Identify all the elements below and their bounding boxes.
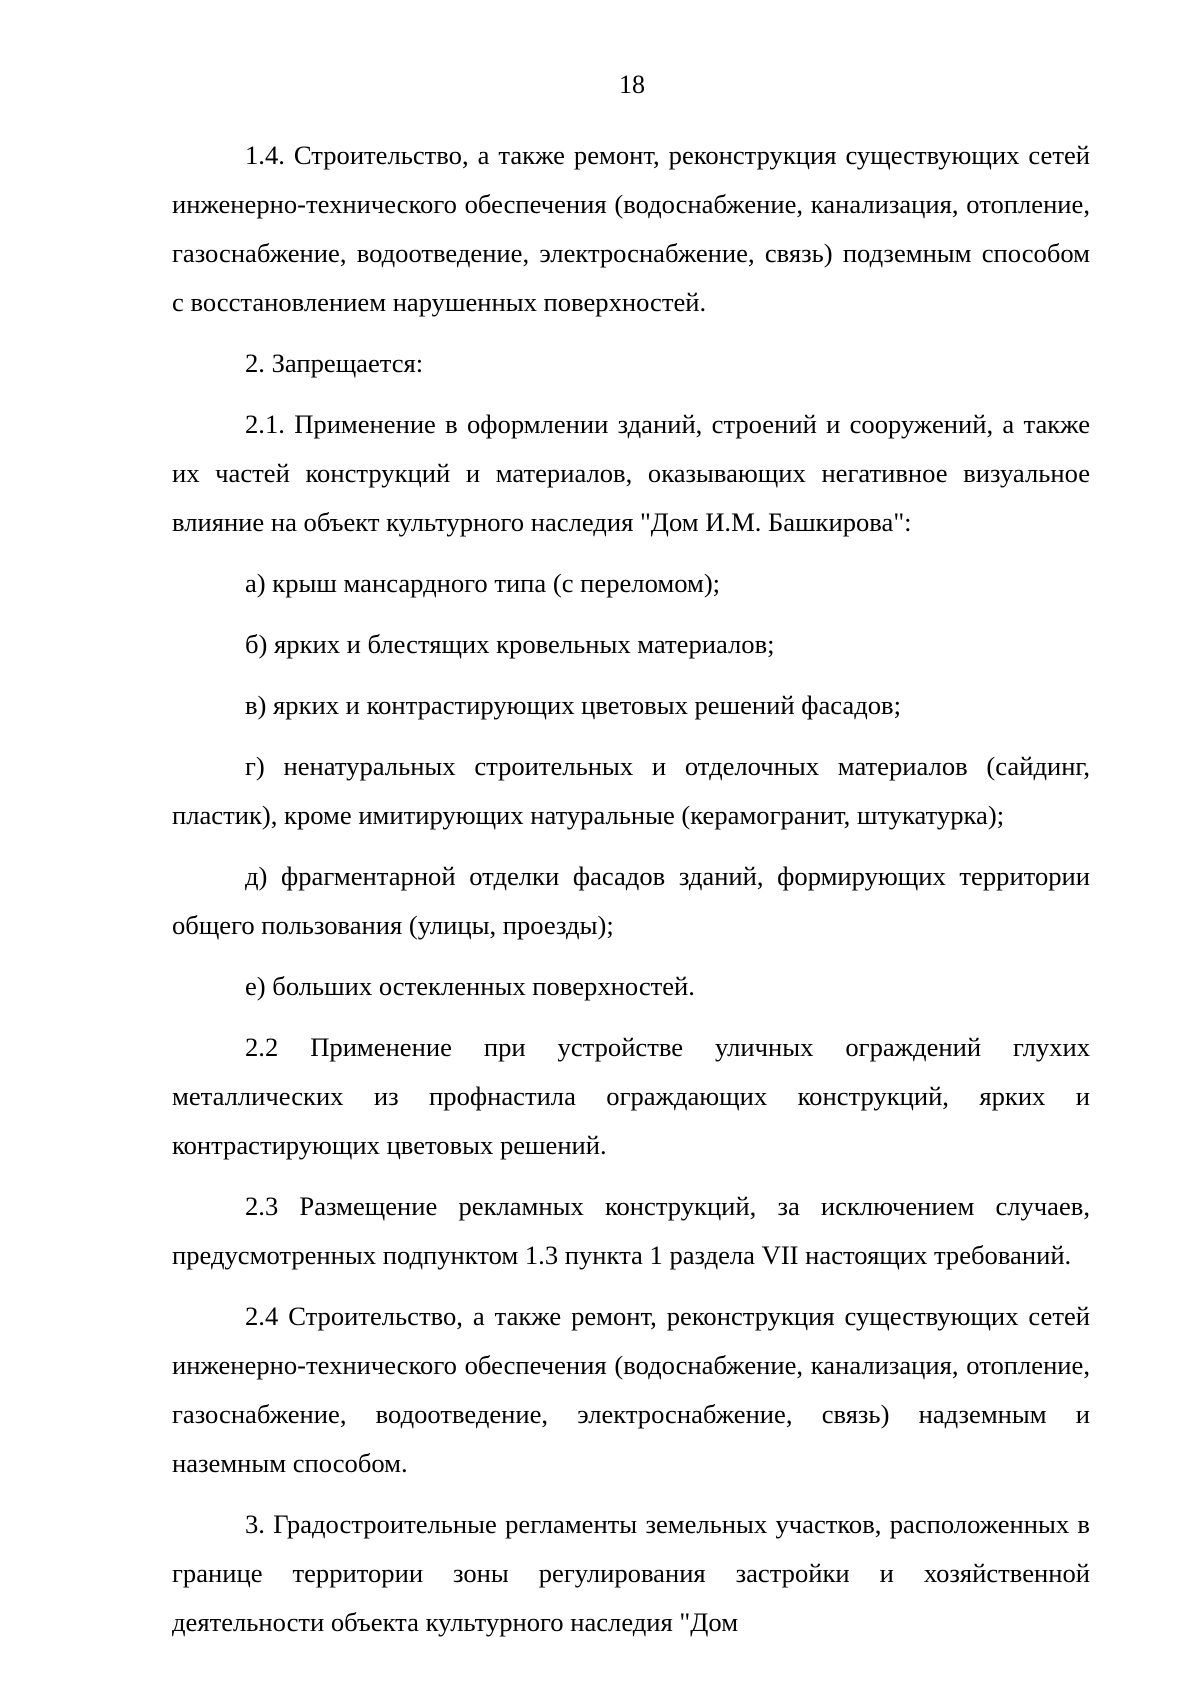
paragraph-2-4: 2.4 Строительство, а также ремонт, реконструкция существующих сетей инженерно-технического обеспечения (водоснабжение, канализация, отопление, газоснабжение, водоотведение, электроснабжение, связь) надземным и наземным способом.	[172, 1301, 1090, 1478]
paragraph-3: 3. Градостроительные регламенты земельных участков, расположенных в границе территории зоны регулирования застройки и хозяйственной деятельности объекта культурного наследия "Дом	[172, 1509, 1090, 1637]
paragraph-2-3: 2.3 Размещение рекламных конструкций, за исключением случаев, предусмотренных подпунктом 1.3 пункта 1 раздела VII настоящих требований.	[172, 1191, 1090, 1270]
page-number: 18	[619, 70, 645, 99]
list-item-a: а) крыш мансардного типа (с переломом);	[245, 568, 721, 598]
list-item-g: г) ненатуральных строительных и отделочных материалов (сайдинг, пластик), кроме имитирующих натуральные (керамогранит, штукатурка);	[172, 751, 1090, 830]
paragraph-2: 2. Запрещается:	[245, 348, 424, 378]
paragraph-1-4: 1.4. Строительство, а также ремонт, реконструкция существующих сетей инженерно-технического обеспечения (водоснабжение, канализация, отопление, газоснабжение, водоотведение, электроснабжение, связь) подземным способом с восстановлением нарушенных поверхностей.	[172, 140, 1090, 317]
list-item-b: б) ярких и блестящих кровельных материалов;	[245, 629, 775, 659]
list-item-e: е) больших остекленных поверхностей.	[245, 971, 695, 1001]
paragraph-2-1: 2.1. Применение в оформлении зданий, строений и сооружений, а также их частей конструкций и материалов, оказывающих негативное визуальное влияние на объект культурного наследия "Дом И.М. Башкирова":	[172, 409, 1090, 537]
paragraph-2-2: 2.2 Применение при устройстве уличных ограждений глухих металлических из профнастила ограждающих конструкций, ярких и контрастирующих цветовых решений.	[172, 1032, 1090, 1160]
list-item-v: в) ярких и контрастирующих цветовых решений фасадов;	[245, 690, 901, 720]
document-body	[172, 131, 1090, 1647]
list-item-d: д) фрагментарной отделки фасадов зданий, формирующих территории общего пользования (улицы, проезды);	[172, 861, 1090, 940]
